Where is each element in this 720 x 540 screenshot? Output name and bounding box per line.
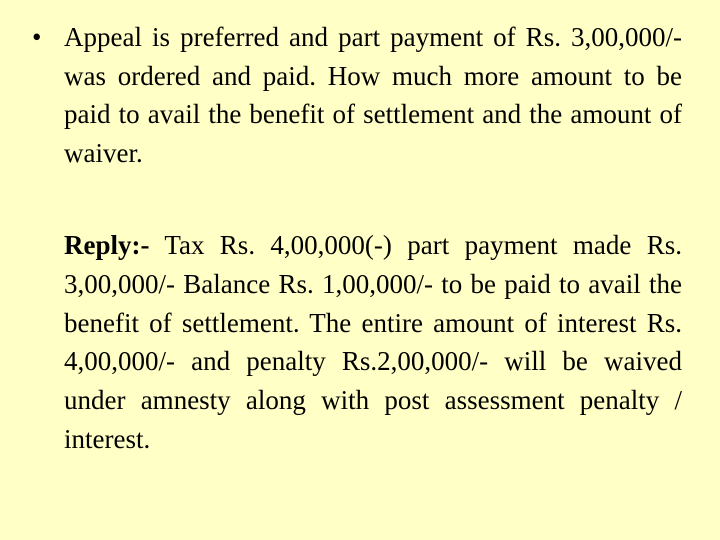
- question-text: Appeal is preferred and part payment of Rs. 3,00,000/- was ordered and paid. How much more amount to be paid to avail the benefit of settlement and the amount of waiver.: [64, 22, 682, 168]
- bullet-icon: •: [32, 22, 42, 52]
- reply-text: Tax Rs. 4,00,000(-) part payment made Rs. 3,00,000/- Balance Rs. 1,00,000/- to be paid to avail the benefit of settlement. The entire amount of interest Rs. 4,00,000/- and penalty Rs.2,00,000/- will be waived under amnesty along with post assessment penalty / interest.: [64, 230, 682, 454]
- reply-label: Reply:-: [64, 230, 150, 260]
- reply-paragraph: [64, 226, 682, 459]
